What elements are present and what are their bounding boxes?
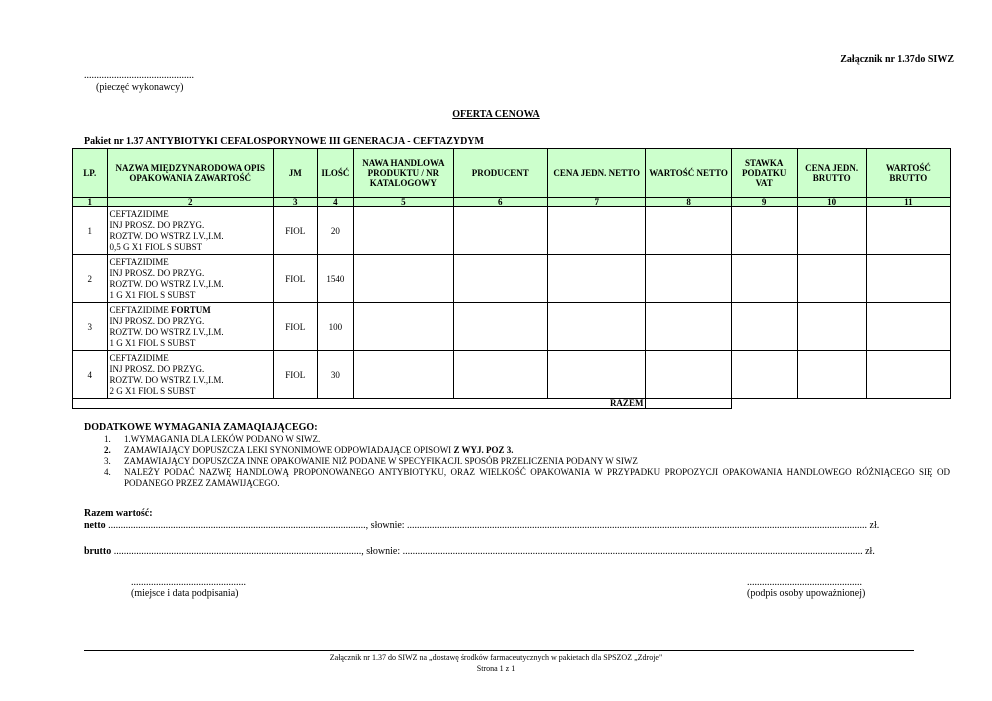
brutto-line[interactable] [84, 546, 950, 557]
cell-qty: 30 [317, 351, 354, 399]
col-header-vat: STAWKA PODATKU VAT [731, 149, 797, 198]
col-header-producer: PRODUCENT [453, 149, 547, 198]
netto-label: netto [84, 520, 106, 531]
col-number: 4 [317, 198, 354, 207]
cell-value-net-input[interactable] [646, 255, 731, 303]
stamp-label: (pieczęć wykonawcy) [96, 82, 184, 93]
stamp-dots: ............................................ [84, 70, 194, 81]
col-number: 2 [107, 198, 273, 207]
cell-description [107, 255, 273, 303]
desc-line: CEFTAZIDIME [109, 352, 169, 363]
desc-line: 2 G X1 FIOL S SUBST [109, 385, 196, 396]
desc-line: CEFTAZIDIME [109, 304, 169, 315]
col-header-name: NAZWA MIĘDZYNARODOWA OPIS OPAKOWANIA ZAWARTOŚĆ [107, 149, 273, 198]
cell-trade-name-input[interactable] [354, 255, 453, 303]
desc-line: ROZTW. DO WSTRZ I.V.,I.M. [109, 278, 224, 289]
cell-description [107, 351, 273, 399]
requirement-number: 4. [104, 467, 111, 477]
cell-description [107, 207, 273, 255]
cell-value-gross-input[interactable] [866, 351, 950, 399]
cell-lp: 2 [73, 255, 108, 303]
desc-line: ROZTW. DO WSTRZ I.V.,I.M. [109, 374, 224, 385]
desc-line: ROZTW. DO WSTRZ I.V.,I.M. [109, 230, 224, 241]
signature-label: (podpis osoby upoważnionej) [747, 588, 866, 599]
cell-qty: 100 [317, 303, 354, 351]
col-header-unit-net: CENA JEDN. NETTO [547, 149, 645, 198]
desc-line: 0,5 G X1 FIOL S SUBST [109, 241, 203, 252]
col-header-value-gross: WARTOŚĆ BRUTTO [866, 149, 950, 198]
cell-jm: FIOL [273, 303, 317, 351]
requirement-text: ZAMAWIAJĄCY DOPUSZCZA LEKI SYNONIMOWE ODPOWIADAJĄCE OPISOWI [124, 445, 454, 455]
sum-spacer [797, 399, 866, 409]
cell-value-net-input[interactable] [646, 207, 731, 255]
requirement-item [104, 456, 950, 467]
desc-brand: FORTUM [171, 304, 211, 315]
requirement-item [104, 467, 950, 489]
requirement-item [104, 434, 950, 445]
cell-value-net-input[interactable] [646, 351, 731, 399]
cell-trade-name-input[interactable] [354, 207, 453, 255]
column-number-row [73, 198, 951, 207]
cell-unit-gross-input[interactable] [797, 255, 866, 303]
cell-lp: 3 [73, 303, 108, 351]
netto-dots: ......................................................................................................., słownie: ........................................................................................................................................................................................ zł. [108, 520, 880, 531]
offer-table [72, 148, 951, 409]
requirement-bold: Z WYJ. POZ 3. [453, 445, 514, 455]
netto-line[interactable] [84, 520, 950, 531]
cell-unit-net-input[interactable] [547, 351, 645, 399]
cell-unit-net-input[interactable] [547, 303, 645, 351]
requirement-text: 1.WYMAGANIA DLA LEKÓW PODANO W SIWZ. [124, 434, 321, 444]
col-number: 8 [646, 198, 731, 207]
cell-vat-input[interactable] [731, 207, 797, 255]
col-header-lp: LP. [73, 149, 108, 198]
cell-producer-input[interactable] [453, 207, 547, 255]
table-row [73, 255, 951, 303]
requirement-text: NALEŻY PODAĆ NAZWĘ HANDLOWĄ PROPONOWANEGO ANTYBIOTYKU, ORAZ WIELKOŚĆ OPAKOWANIA W PRZYPADKU PROPOZYCJI OPAKOWANIA HANDLOWEGO RÓŻNIĄCEGO SIĘ OD PODANEGO PRZEZ ZAMAWIJĄCEGO. [124, 467, 950, 488]
desc-line: INJ PROSZ. DO PRZYG. [109, 267, 205, 278]
col-header-qty: ILOŚĆ [317, 149, 354, 198]
requirement-text: ZAMAWIAJĄCY DOPUSZCZA INNE OPAKOWANIE NIŻ PODANE W SPECYFIKACJI. SPOSÓB PRZELICZENIA PODANY W SIWZ [124, 456, 638, 466]
cell-unit-net-input[interactable] [547, 255, 645, 303]
table-row [73, 351, 951, 399]
cell-jm: FIOL [273, 207, 317, 255]
cell-value-gross-input[interactable] [866, 207, 950, 255]
cell-producer-input[interactable] [453, 255, 547, 303]
signature-dots[interactable]: .............................................. [747, 577, 862, 588]
requirement-number: 2. [104, 445, 111, 455]
desc-line: ROZTW. DO WSTRZ I.V.,I.M. [109, 326, 224, 337]
cell-lp: 1 [73, 207, 108, 255]
brutto-label: brutto [84, 546, 112, 557]
sum-spacer [866, 399, 950, 409]
cell-jm: FIOL [273, 255, 317, 303]
cell-producer-input[interactable] [453, 303, 547, 351]
desc-line: 1 G X1 FIOL S SUBST [109, 337, 196, 348]
requirements-title: DODATKOWE WYMAGANIA ZAMAQIAJĄCEGO: [84, 422, 318, 433]
place-date-label: (miejsce i data podpisania) [131, 588, 239, 599]
footer-text: Załącznik nr 1.37 do SIWZ na „dostawę środków farmaceutycznych w pakietach dla SPSZOZ „Zdroje" [329, 653, 663, 662]
col-header-unit-gross: CENA JEDN. BRUTTO [797, 149, 866, 198]
desc-line: INJ PROSZ. DO PRZYG. [109, 219, 205, 230]
desc-line: CEFTAZIDIME [109, 256, 169, 267]
col-number: 5 [354, 198, 453, 207]
cell-jm: FIOL [273, 351, 317, 399]
col-number: 10 [797, 198, 866, 207]
cell-vat-input[interactable] [731, 351, 797, 399]
cell-qty: 1540 [317, 255, 354, 303]
footer-divider [84, 650, 914, 651]
cell-value-net-input[interactable] [646, 303, 731, 351]
col-number: 6 [453, 198, 547, 207]
place-date-dots[interactable]: .............................................. [131, 577, 246, 588]
col-number: 11 [866, 198, 950, 207]
col-header-trade-name: NAWA HANDLOWA PRODUKTU / NR KATALOGOWY [354, 149, 453, 198]
cell-lp: 4 [73, 351, 108, 399]
cell-unit-gross-input[interactable] [797, 207, 866, 255]
table-row [73, 207, 951, 255]
col-number: 1 [73, 198, 108, 207]
page-number: Strona 1 z 1 [476, 664, 516, 673]
table-row [73, 303, 951, 351]
requirement-item [104, 445, 950, 456]
desc-line: CEFTAZIDIME [109, 208, 169, 219]
cell-unit-gross-input[interactable] [797, 351, 866, 399]
cell-unit-gross-input[interactable] [797, 303, 866, 351]
desc-line: INJ PROSZ. DO PRZYG. [109, 315, 205, 326]
page-title [0, 109, 992, 120]
sum-row [73, 399, 951, 409]
total-label: Razem wartość: [84, 508, 153, 519]
cell-trade-name-input[interactable] [354, 351, 453, 399]
requirement-number: 1. [104, 434, 111, 444]
cell-vat-input[interactable] [731, 255, 797, 303]
brutto-dots: ..................................................................................................., słownie: ........................................................................................................................................................................................ zł. [113, 546, 875, 557]
col-header-jm: JM [273, 149, 317, 198]
col-number: 9 [731, 198, 797, 207]
cell-value-gross-input[interactable] [866, 303, 950, 351]
attachment-label: Załącznik nr 1.37do SIWZ [840, 54, 954, 65]
cell-value-gross-input[interactable] [866, 255, 950, 303]
package-title: Pakiet nr 1.37 ANTYBIOTYKI CEFALOSPORYNOWE III GENERACJA - CEFTAZYDYM [84, 136, 484, 147]
sum-label: RAZEM [73, 399, 646, 409]
cell-qty: 20 [317, 207, 354, 255]
cell-trade-name-input[interactable] [354, 303, 453, 351]
col-number: 7 [547, 198, 645, 207]
cell-producer-input[interactable] [453, 351, 547, 399]
requirement-text-wrap [124, 445, 950, 456]
sum-value-net-input[interactable] [646, 399, 731, 409]
desc-line: 1 G X1 FIOL S SUBST [109, 289, 196, 300]
requirement-number: 3. [104, 456, 111, 466]
cell-vat-input[interactable] [731, 303, 797, 351]
table-header-row [73, 149, 951, 198]
cell-unit-net-input[interactable] [547, 207, 645, 255]
cell-description [107, 303, 273, 351]
col-number: 3 [273, 198, 317, 207]
sum-spacer [731, 399, 797, 409]
col-header-value-net: WARTOŚĆ NETTO [646, 149, 731, 198]
desc-line: INJ PROSZ. DO PRZYG. [109, 363, 205, 374]
page-title-text: OFERTA CENOWA [452, 109, 540, 120]
